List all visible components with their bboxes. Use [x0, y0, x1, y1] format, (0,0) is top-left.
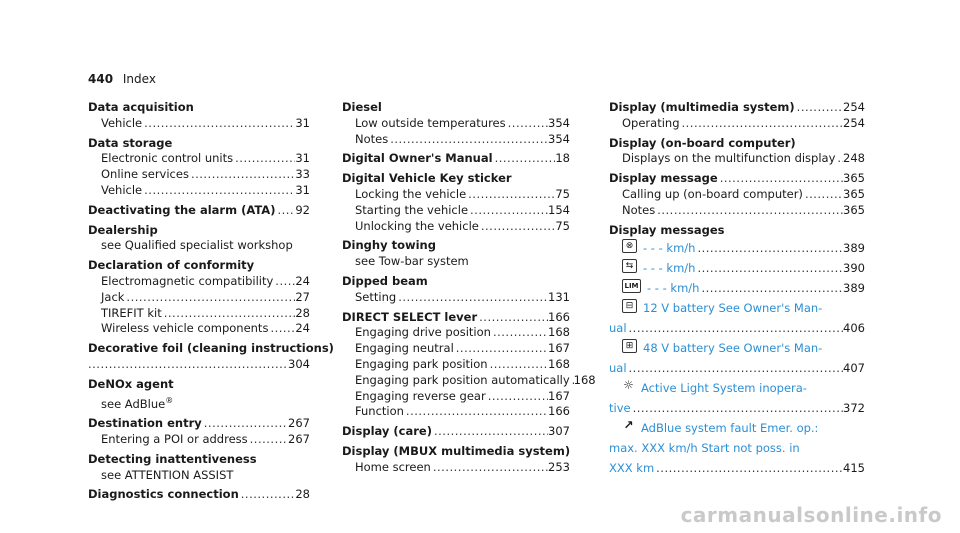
entry-display-mbux: Display (MBUX multimedia system) Home screen ..... 253	[342, 444, 570, 476]
entry-display-onboard: Display (on-board computer) Displays on the multifunction display ..... 248	[609, 136, 865, 168]
limiter-lim-icon: LIM	[622, 279, 641, 293]
page-number: 440	[88, 72, 114, 86]
battery-48v-icon: ⊞	[622, 339, 637, 353]
watermark: carmanualsonline.info	[680, 503, 942, 527]
entry-display-message: Display message ..... 365 Calling up (on-board computer) ..... 365 Notes ..... 365	[609, 171, 865, 218]
entry-digital-key-sticker: Digital Vehicle Key sticker Locking the vehicle ..... 75 Starting the vehicle ..... 154 Unlocking the vehicle ..... 75	[342, 171, 570, 234]
page-title: Index	[122, 72, 156, 86]
adblue-icon: ↗	[623, 418, 634, 433]
entry-dipped-beam: Dipped beam Setting ..... 131	[342, 274, 570, 306]
entry-detecting: Detecting inattentiveness see ATTENTION ASSIST	[88, 451, 257, 482]
entry-declaration: Declaration of conformity Electromagnetic compatibility ..... 24 Jack ..... 27 TIREFIT kit ..... 28 Wireless vehicle components ..... 24	[88, 258, 310, 337]
distance-assist-icon: ⇆	[622, 259, 637, 273]
entry-display-messages: Display messages ⊗ - - - km/h ..... 389 ⇆ - - - km/h ..... 390 LIM - - - km/h ..... 389 ⊟ 12 V battery See Owner's Man- ual ..... 406 ⊞ 48 V battery See Owner's Man- ual ..... 407 ☼ Active Light System inopera- tive ..... 372 ↗ AdBlue system fault Emer. op.: max. XXX km/h Start not poss. in XXX km ..... 415	[609, 223, 865, 479]
speed-limiter-icon: ⊗	[622, 239, 637, 253]
entry-digital-manual: Digital Owner's Manual ..... 18	[342, 151, 570, 167]
entry-destination: Destination entry ..... 267 Entering a POI or address ..... 267	[88, 416, 310, 448]
entry-decorative-foil: Decorative foil (cleaning instructions) ..... 304	[88, 341, 310, 373]
entry-data-acquisition: Data acquisition Vehicle ..... 31	[88, 100, 310, 132]
entry-dinghy-towing: Dinghy towing see Tow-bar system	[342, 238, 469, 269]
entry-display-multimedia: Display (multimedia system) ..... 254 Operating ..... 254	[609, 100, 865, 132]
entry-diesel: Diesel Low outside temperatures ..... 354 Notes ..... 354	[342, 100, 570, 147]
entry-direct-select: DIRECT SELECT lever ..... 166 Engaging drive position ..... 168 Engaging neutral ..... 167 Engaging park position ..... 168 Engaging park position automatically ..... 168 Engaging reverse gear ..... 167 Function ..... 166	[342, 310, 570, 421]
entry-display-care: Display (care) ..... 307	[342, 424, 570, 440]
entry-denox-agent: DeNOx agent see AdBlue®	[88, 376, 174, 411]
battery-12v-icon: ⊟	[622, 299, 637, 313]
index-column-3	[609, 100, 865, 482]
active-light-icon: ☼	[623, 378, 634, 393]
entry-diagnostics: Diagnostics connection ..... 28	[88, 487, 310, 503]
page-header	[88, 72, 156, 86]
entry-data-storage: Data storage Electronic control units ..... 31 Online services ..... 33 Vehicle ..... 31	[88, 136, 310, 199]
index-column-2	[342, 100, 596, 480]
index-column-1	[88, 100, 334, 507]
entry-deactivating-alarm: Deactivating the alarm (ATA) ..... 92	[88, 203, 310, 219]
entry-dealership: Dealership see Qualified specialist workshop	[88, 222, 293, 253]
